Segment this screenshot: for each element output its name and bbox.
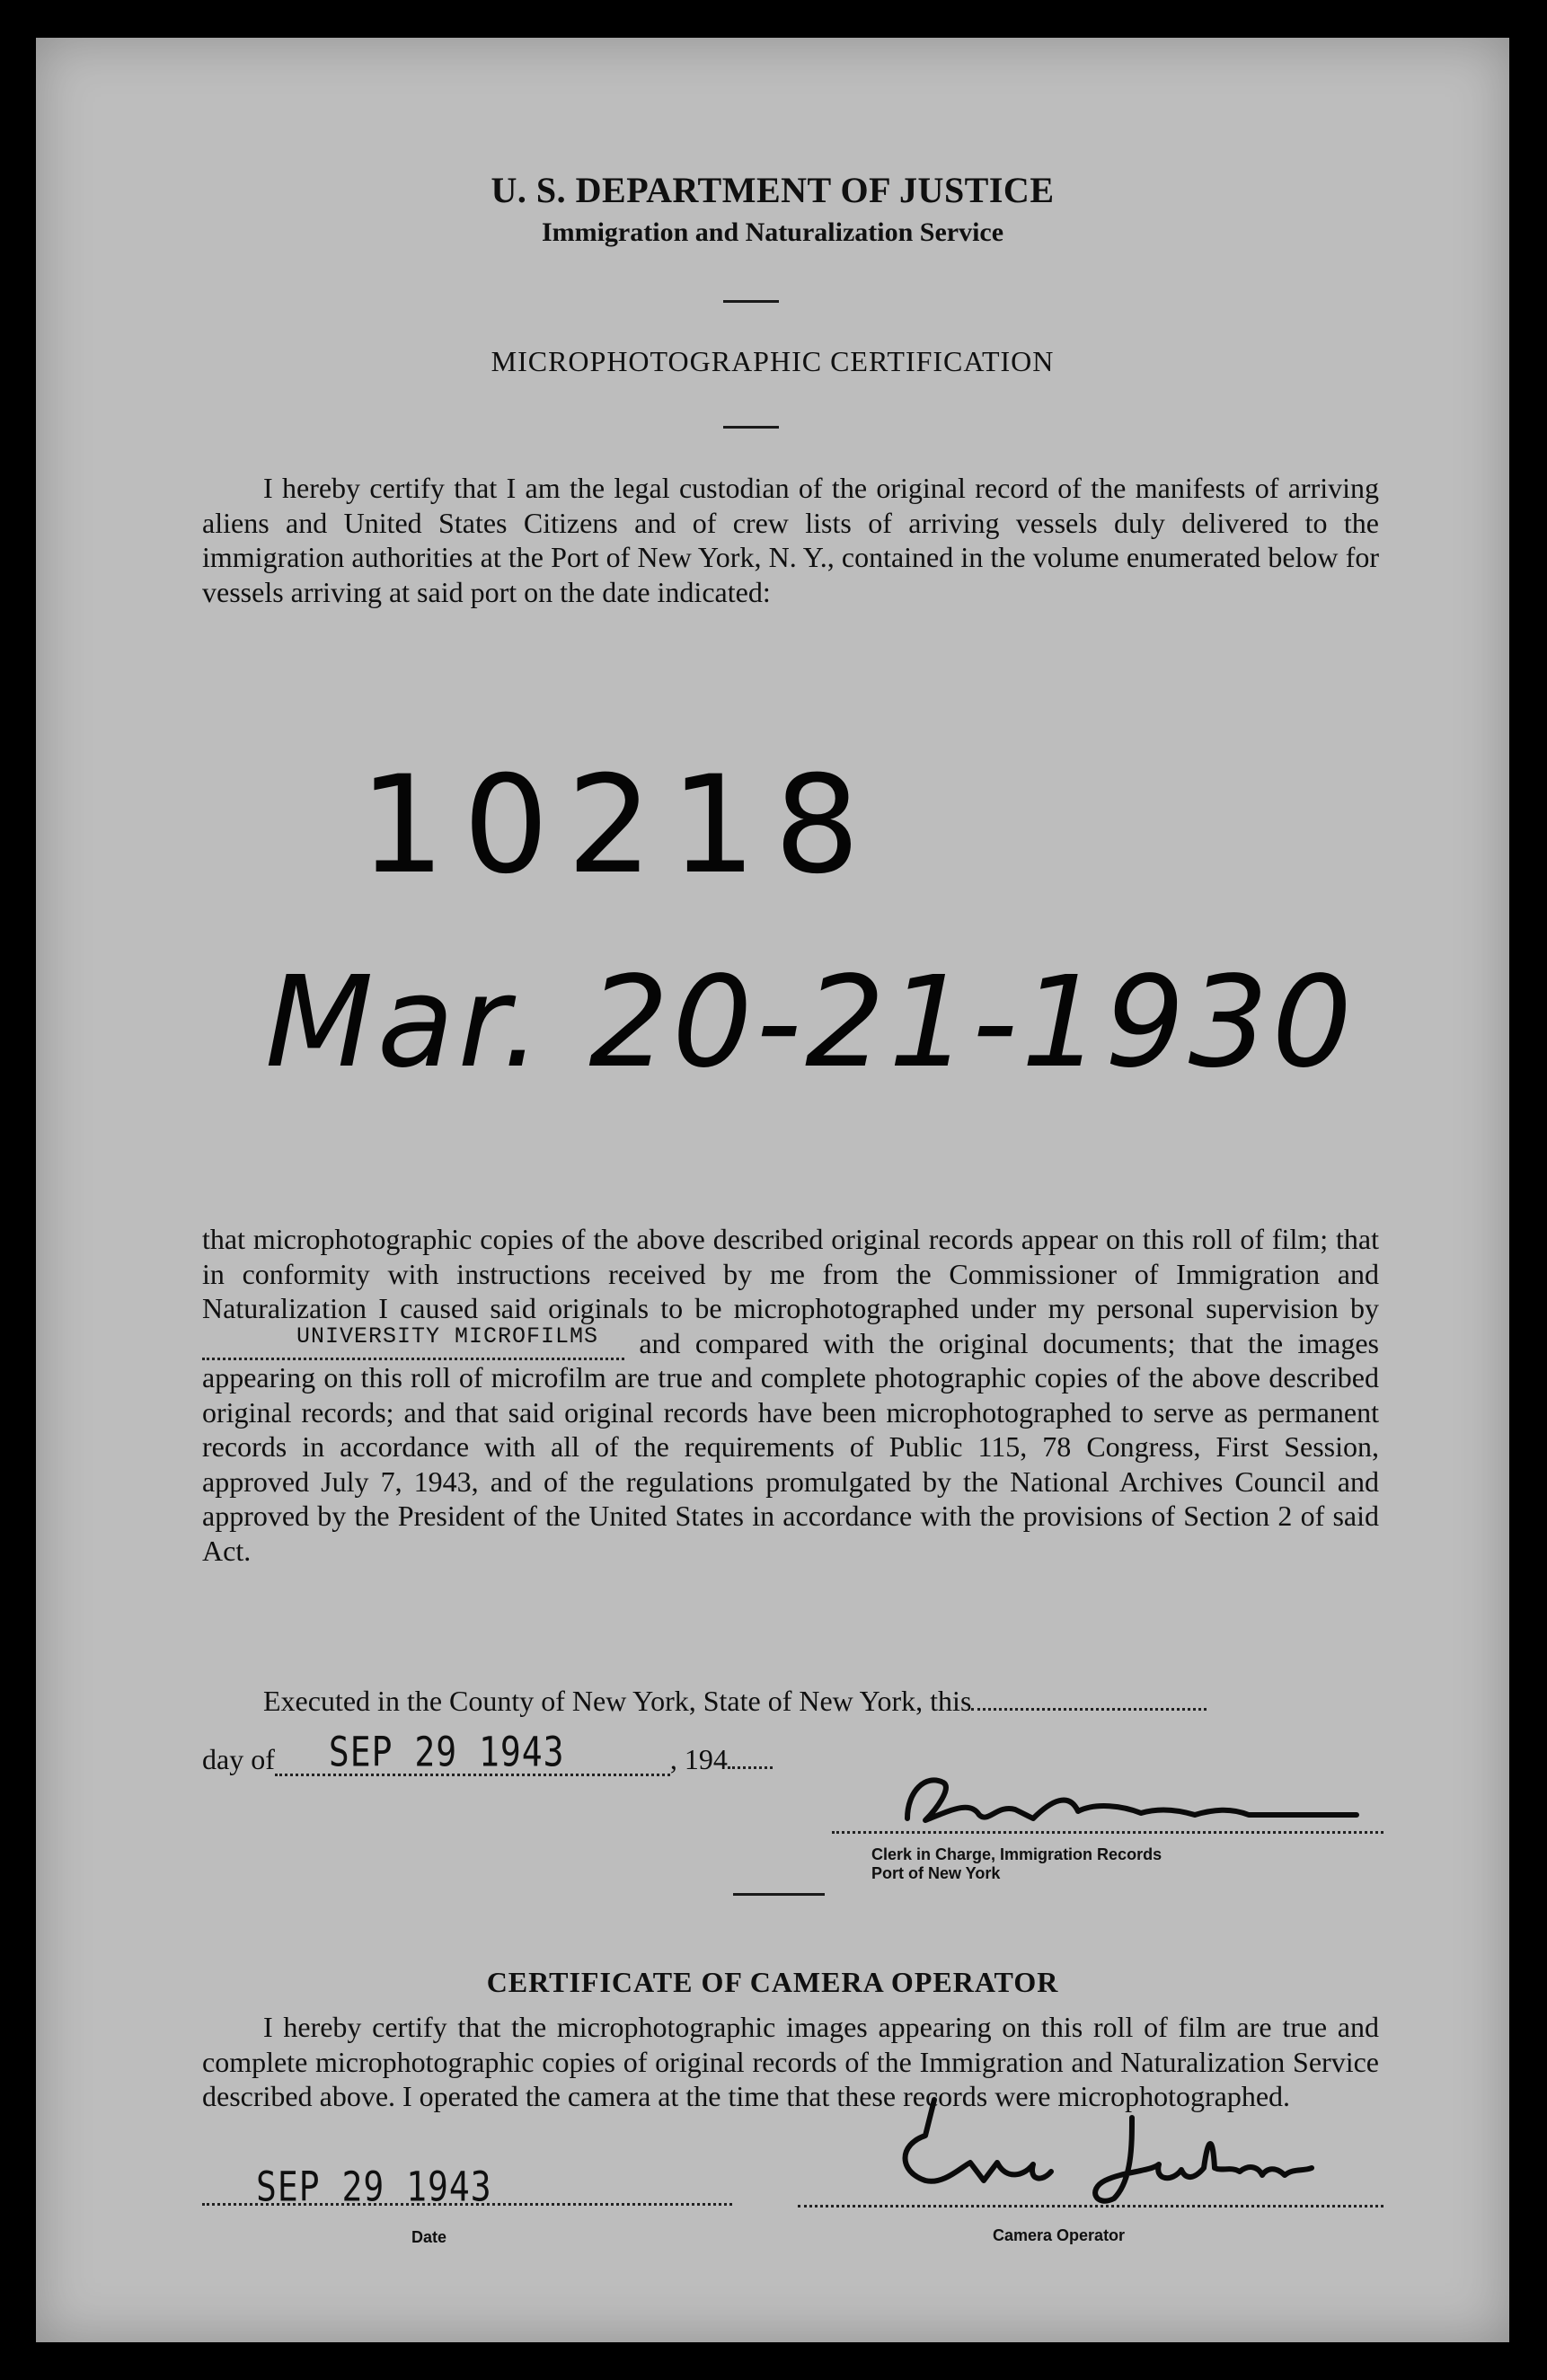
body-text-part1: that microphotographic copies of the above described original records appear on this roll of film; that in conformity with instructions received by me from the Commissioner of Immigration and Naturalization I caused said originals to be microphotographed under my personal supervision by xyxy=(202,1223,1379,1324)
camera-operator-title: CERTIFICATE OF CAMERA OPERATOR xyxy=(486,1966,1059,1998)
dotted-fill xyxy=(728,1745,773,1769)
certification-intro: I hereby certify that I am the legal custodian of the original record of the manifests of arriving aliens and United States Citizens and of crew lists of arriving vessels duly delivered to the immigration authorities at the Port of New York, N. Y., contained in the volume enumerated below for vessels arriving at said port on the date indicated: xyxy=(202,472,1379,608)
divider xyxy=(733,1893,825,1896)
date-field xyxy=(275,1728,670,1776)
service-subheading: Immigration and Naturalization Service xyxy=(541,217,1004,247)
dotted-fill xyxy=(971,1686,1207,1711)
year-prefix: , 194 xyxy=(669,1743,728,1775)
executed-text: Executed in the County of New York, State of New York, this xyxy=(263,1685,972,1717)
day-of-line xyxy=(202,1728,773,1776)
date-stamp: SEP 29 1943 xyxy=(328,1728,565,1776)
operator-signature xyxy=(862,2082,1330,2216)
operator-label: Camera Operator xyxy=(993,2226,1126,2244)
clerk-port: Port of New York xyxy=(871,1864,1001,1882)
handwritten-volume-date: Mar. 20-21-1930 xyxy=(265,950,1356,1096)
operator-date-stamp: SEP 29 1943 xyxy=(256,2163,492,2211)
clerk-title: Clerk in Charge, Immigration Records xyxy=(871,1845,1162,1863)
divider xyxy=(723,300,779,303)
certificate-page xyxy=(36,38,1509,2342)
date-label: Date xyxy=(411,2228,447,2246)
camera-operator-text: I hereby certify that the microphotographic images appearing on this roll of film are true and complete microphotographic copies of original records of the Immigration and Naturalization Service described above. I operated the camera at the time that these records were microphotographed. xyxy=(202,2011,1379,2112)
day-of-label: day of xyxy=(202,1743,275,1775)
certification-body xyxy=(202,1222,1379,1568)
certification-title: MICROPHOTOGRAPHIC CERTIFICATION xyxy=(491,345,1055,377)
executed-line xyxy=(263,1685,1207,1718)
microfilmer-field xyxy=(202,1323,624,1360)
body-text-part2: and compared with the original documents; that the images appearing on this roll of microfilm are true and complete photographic copies of the above described original records; and that said original records have been microphotographed to serve as permanent records in accordance with all of the requirements of Public 115, 78 Congress, First Session, approved July 7, 1943, and of the regulations promulgated by the National Archives Council and approved by the President of the United States in accordance with the provisions of Section 2 of said Act. xyxy=(202,1326,1380,1567)
divider xyxy=(723,426,779,429)
department-heading: U. S. DEPARTMENT OF JUSTICE xyxy=(491,170,1055,210)
microfilmer-value: UNIVERSITY MICROFILMS xyxy=(296,1323,599,1349)
handwritten-volume-number: 10218 xyxy=(359,748,879,904)
clerk-signature xyxy=(889,1756,1392,1836)
